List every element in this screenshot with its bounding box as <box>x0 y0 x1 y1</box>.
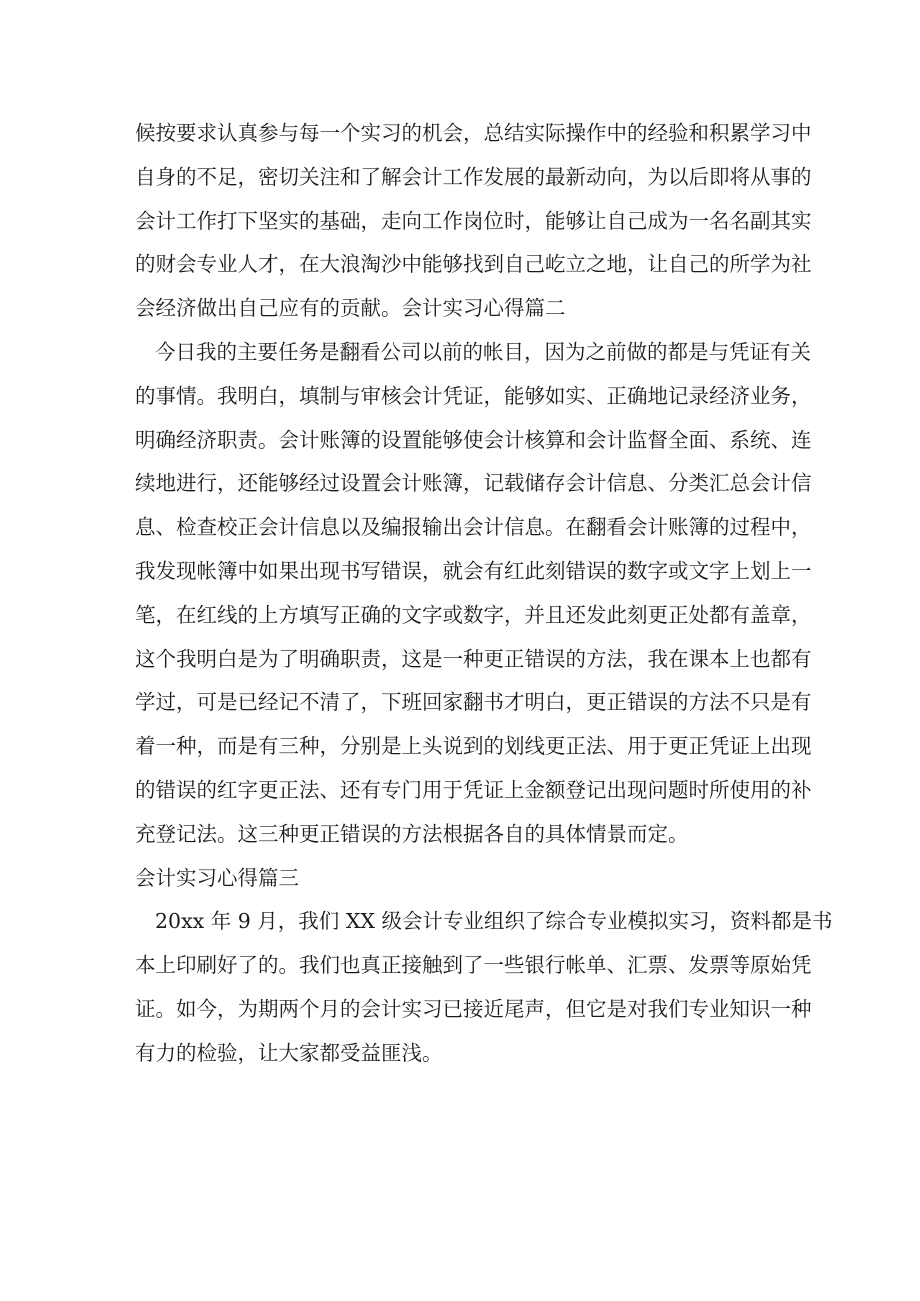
text-line: 会经济做出自己应有的贡献。会计实习心得篇二 <box>135 296 566 321</box>
document-body <box>135 112 833 1076</box>
paragraph-first-line: 20xx 年 9 月，我们 XX 级会计专业组织了综合专业模拟实习，资料都是书 <box>155 909 833 934</box>
text-line: 笔，在红线的上方填写正确的文字或数字，并且还发此刻更正处都有盖章， <box>135 602 812 627</box>
text-line: 的财会专业人才，在大浪淘沙中能够找到自己屹立之地，让自己的所学为社 <box>135 252 812 277</box>
text-line: 明确经济职责。会计账簿的设置能够使会计核算和会计监督全面、系统、连 <box>135 427 812 452</box>
text-line: 着一种，而是有三种，分别是上头说到的划线更正法、用于更正凭证上出现 <box>135 734 812 759</box>
text-line: 学过，可是已经记不清了，下班回家翻书才明白，更正错误的方法不只是有 <box>135 690 812 715</box>
paragraph-first-line: 今日我的主要任务是翻看公司以前的帐目，因为之前做的都是与凭证有关 <box>155 339 811 364</box>
text-line: 息、检查校正会计信息以及编报输出会计信息。在翻看会计账簿的过程中， <box>135 515 812 540</box>
section-heading: 会计实习心得篇三 <box>135 865 299 890</box>
text-line: 有力的检验，让大家都受益匪浅。 <box>135 1040 443 1065</box>
text-line: 充登记法。这三种更正错误的方法根据各自的具体情景而定。 <box>135 821 689 846</box>
text-line: 自身的不足，密切关注和了解会计工作发展的最新动向，为以后即将从事的 <box>135 164 812 189</box>
text-line: 本上印刷好了的。我们也真正接触到了一些银行帐单、汇票、发票等原始凭 <box>135 953 812 978</box>
text-line: 的事情。我明白，填制与审核会计凭证，能够如实、正确地记录经济业务， <box>135 383 812 408</box>
text-line: 这个我明白是为了明确职责，这是一种更正错误的方法，我在课本上也都有 <box>135 646 812 671</box>
text-line: 续地进行，还能够经过设置会计账簿，记载储存会计信息、分类汇总会计信 <box>135 471 812 496</box>
text-line: 证。如今，为期两个月的会计实习已接近尾声，但它是对我们专业知识一种 <box>135 996 812 1021</box>
text-line: 我发现帐簿中如果出现书写错误，就会有红此刻错误的数字或文字上划上一 <box>135 558 812 583</box>
text-line: 候按要求认真参与每一个实习的机会，总结实际操作中的经验和积累学习中 <box>135 121 812 145</box>
text-line: 的错误的红字更正法、还有专门用于凭证上金额登记出现问题时所使用的补 <box>135 777 812 802</box>
text-line: 会计工作打下坚实的基础，走向工作岗位时，能够让自己成为一名名副其实 <box>135 208 812 233</box>
